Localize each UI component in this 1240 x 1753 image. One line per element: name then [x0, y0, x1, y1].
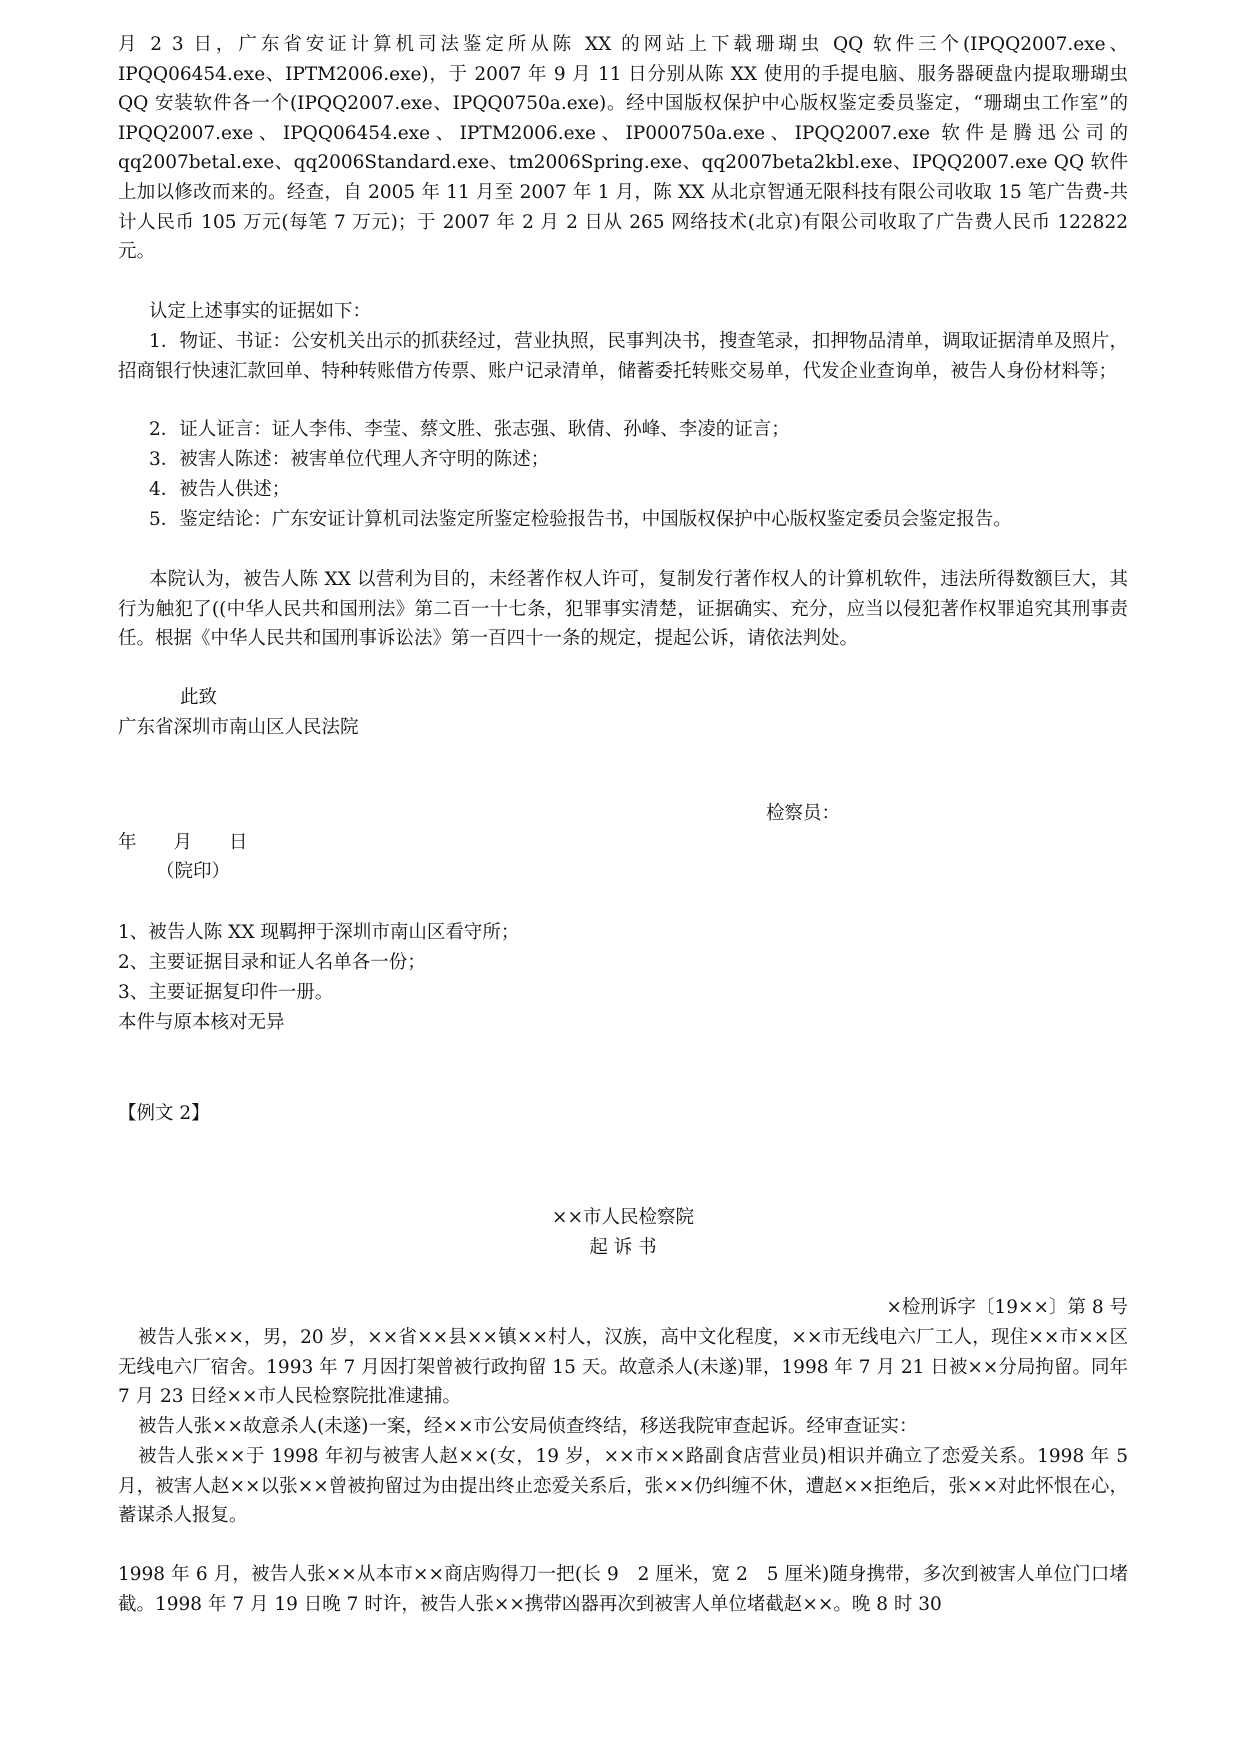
verification-note: 本件与原本核对无异 — [118, 1012, 285, 1033]
document-title: 起 诉 书 — [589, 1237, 657, 1258]
date-line: 年 月 日 — [118, 832, 248, 853]
salutation: 此致 — [180, 687, 218, 708]
incident-paragraph: 1998 年 6 月，被告人张××从本市××商店购得刀一把(长 9 2 厘米，宽 2 5 厘米)随身携带，多次到被害人单位门口堵截。1998 年 7 月 19 日晚 7 时许，被告人张××携带凶器再次到被害人单位堵截赵××。晚 8 时 30 — [118, 1564, 1128, 1615]
evidence-item-3: 3．被害人陈述：被害单位代理人齐守明的陈述； — [149, 449, 550, 470]
evidence-item-2: 2．证人证言：证人李伟、李莹、蔡文胜、张志强、耿倩、孙峰、李凌的证言； — [149, 419, 790, 440]
evidence-intro: 认定上述事实的证据如下： — [149, 301, 372, 322]
evidence-item-4: 4．被告人供述； — [149, 479, 291, 500]
evidence-item-5: 5．鉴定结论：广东安证计算机司法鉴定所鉴定检验报告书，中国版权保护中心版权鉴定委员会鉴定报告。 — [149, 509, 1012, 530]
relationship-paragraph: 被告人张××于 1998 年初与被害人赵××(女，19 岁，××市××路副食店营业员)相识并确立了恋爱关系。1998 年 5 月，被害人赵××以张××曾被拘留过为由提出终止恋爱关系后，张××仍纠缠不休，遭赵××拒绝后，张××对此怀恨在心，蓄谋杀人报复。 — [118, 1446, 1128, 1527]
opinion-paragraph: 本院认为，被告人陈 XX 以营利为目的，未经著作权人许可，复制发行著作权人的计算机软件，违法所得数额巨大，其行为触犯了((中华人民共和国刑法》第二百一十七条，犯罪事实清楚，证据确实、充分，应当以侵犯著作权罪追究其刑事责任。根据《中华人民共和国刑事诉讼法》第一百四十一条的规定，提起公诉，请依法判处。 — [118, 569, 1128, 650]
note-item-1: 1、被告人陈 XX 现羁押于深圳市南山区看守所； — [118, 922, 520, 943]
note-item-2: 2、主要证据目录和证人名单各一份； — [118, 952, 426, 973]
defendant-paragraph: 被告人张××，男，20 岁，××省××县××镇××村人，汉族，高中文化程度，××市无线电六厂工人，现住××市××区无线电六厂宿舍。1993 年 7 月因打架曾被行政拘留 15 天。故意杀人(未遂)罪，1998 年 7 月 21 日被××分局拘留。同年 7 月 23 日经××市人民检察院批准逮捕。 — [118, 1327, 1128, 1408]
procuratorate-name: ××市人民检察院 — [551, 1207, 694, 1228]
example-label: 【例文 2】 — [118, 1103, 210, 1124]
note-item-3: 3、主要证据复印件一册。 — [118, 982, 334, 1003]
prosecutor-signature: 检察员： — [766, 803, 841, 824]
court-seal: （院印） — [156, 861, 231, 882]
evidence-item-1: 1．物证、书证：公安机关出示的抓获经过，营业执照，民事判决书，搜查笔录，扣押物品清单，调取证据清单及照片，招商银行快速汇款回单、特种转账借方传票、账户记录清单，储蓄委托转账交易单，代发企业查询单，被告人身份材料等； — [118, 331, 1128, 382]
facts-paragraph: 月 2 3 日，广东省安证计算机司法鉴定所从陈 XX 的网站上下载珊瑚虫 QQ 软件三个(IPQQ2007.exe、IPQQ06454.exe、IPTM2006.exe)，于 2007 年 9 月 11 日分别从陈 XX 使用的手提电脑、服务器硬盘内提取珊瑚虫 QQ 安装软件各一个(IPQQ2007.exe、IPQQ0750a.exe)。经中国版权保护中心版权鉴定委员鉴定，“珊瑚虫工作室”的 IPQQ2007.exe、IPQQ06454.exe、IPTM2006.exe、IP000750a.exe、IPQQ2007.exe 软件是腾迅公司的 qq2007betal.exe、qq2006Standard.exe、tm2006Spring.exe、qq2007beta2kbl.exe、IPQQ2007.exe QQ 软件上加以修改而来的。经查，自 2005 年 11 月至 2007 年 1 月，陈 XX 从北京智通无限科技有限公司收取 15 笔广告费-共计人民币 105 万元(每笔 7 万元)；于 2007 年 2 月 2 日从 265 网络技术(北京)有限公司收取了广告费人民币 122822 元。 — [118, 34, 1128, 263]
document-number: ×检刑诉字〔19××〕第 8 号 — [886, 1297, 1128, 1318]
recipient-court: 广东省深圳市南山区人民法院 — [118, 717, 359, 738]
case-intro-paragraph: 被告人张××故意杀人(未遂)一案，经××市公安局侦查终结，移送我院审查起诉。经审查证实： — [138, 1416, 918, 1437]
